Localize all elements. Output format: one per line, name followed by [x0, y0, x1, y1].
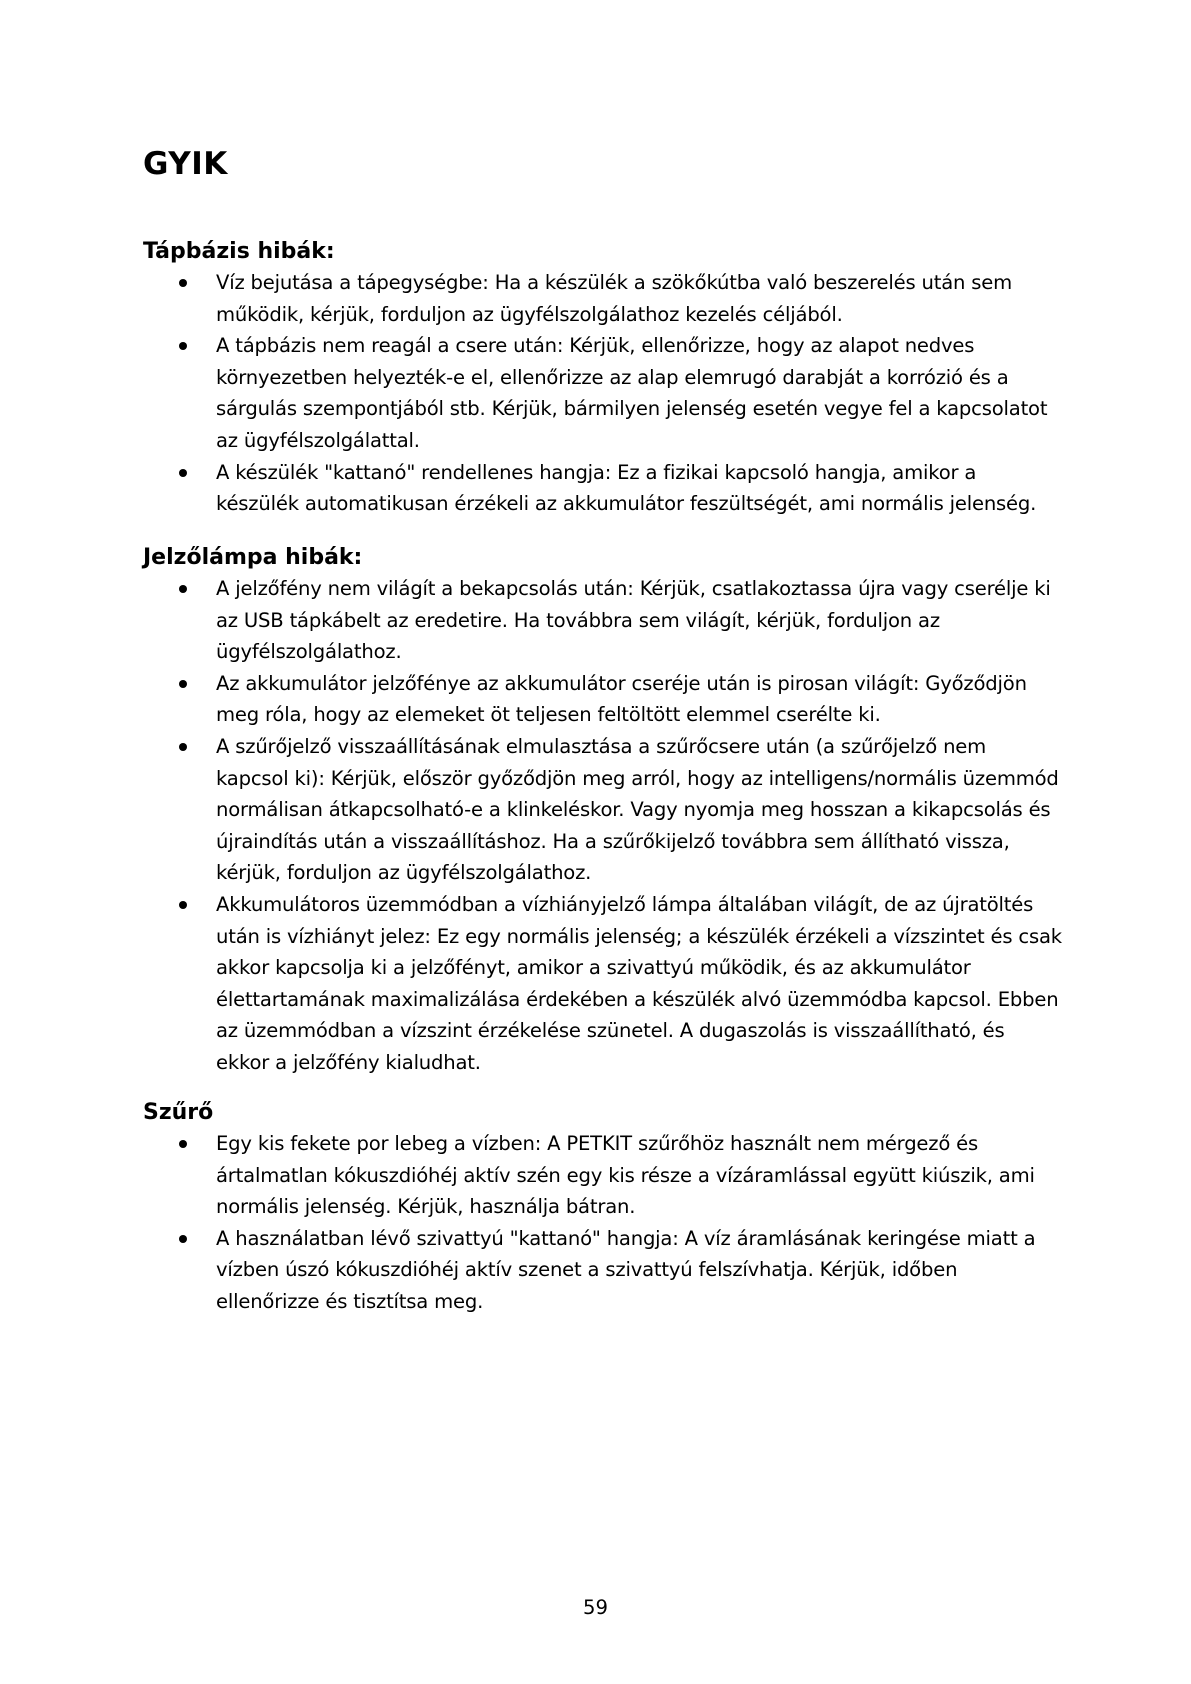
bullet-icon: [179, 279, 187, 287]
faq-list: [143, 1128, 1063, 1318]
section-heading: Szűrő: [143, 1100, 214, 1125]
bullet-icon: [179, 469, 187, 477]
list-item: [143, 330, 1063, 456]
list-item-text: A szűrőjelző visszaállításának elmulasztása a szűrőcsere után (a szűrőjelző nem kapcsol ki): Kérjük, először győződjön meg arról, hogy az intelligens/normális üzemmód normálisan átkapcsolható-e a klinkeléskor. Vagy nyomja meg hosszan a kikapcsolás és újraindítás után a visszaállításhoz. Ha a szűrőkijelző továbbra sem állítható vissza, kérjük, forduljon az ügyfélszolgálathoz.: [216, 734, 1059, 885]
section-indicator-faults: [143, 543, 1063, 1079]
list-item: [143, 1223, 1063, 1318]
section-power-base-faults: [143, 237, 1063, 520]
page-number: 59: [583, 1596, 608, 1619]
bullet-icon: [179, 585, 187, 593]
section-filter: [143, 1098, 1063, 1318]
section-heading: Jelzőlámpa hibák:: [143, 545, 363, 570]
bullet-icon: [179, 743, 187, 751]
list-item: [143, 267, 1063, 330]
list-item: [143, 1128, 1063, 1223]
list-item-text: Akkumulátoros üzemmódban a vízhiányjelző lámpa általában világít, de az újratöltés után is vízhiányt jelez: Ez egy normális jelenség; a készülék érzékeli a vízszintet és csak akkor kapcsolja ki a jelzőfényt, amikor a szivattyú működik, és az akkumulátor élettartamának maximalizálása érdekében a készülék alvó üzemmódba kapcsol. Ebben az üzemmódban a vízszint érzékelése szünetel. A dugaszolás is visszaállítható, és ekkor a jelzőfény kialudhat.: [216, 892, 1062, 1074]
list-item-text: A tápbázis nem reagál a csere után: Kérjük, ellenőrizze, hogy az alapot nedves környezetben helyezték-e el, ellenőrizze az alap elemrugó darabját a korrózió és a sárgulás szempontjából stb. Kérjük, bármilyen jelenség esetén vegye fel a kapcsolatot az ügyfélszolgálattal.: [216, 334, 1048, 452]
bullet-icon: [179, 901, 187, 909]
bullet-icon: [179, 680, 187, 688]
bullet-icon: [179, 342, 187, 350]
faq-list: [143, 267, 1063, 520]
list-item: [143, 889, 1063, 1079]
list-item: [143, 668, 1063, 731]
list-item: [143, 731, 1063, 889]
list-item-text: A készülék "kattanó" rendellenes hangja: Ez a fizikai kapcsoló hangja, amikor a készülék automatikusan érzékeli az akkumulátor feszültségét, ami normális jelenség.: [216, 460, 1037, 516]
list-item: [143, 457, 1063, 520]
list-item: [143, 573, 1063, 668]
section-heading: Tápbázis hibák:: [143, 239, 335, 264]
bullet-icon: [179, 1235, 187, 1243]
list-item-text: Az akkumulátor jelzőfénye az akkumulátor cseréje után is pirosan világít: Győződjön meg róla, hogy az elemeket öt teljesen feltöltött elemmel cserélte ki.: [216, 671, 1027, 727]
faq-list: [143, 573, 1063, 1079]
list-item-text: Víz bejutása a tápegységbe: Ha a készülék a szökőkútba való beszerelés után sem működik, kérjük, forduljon az ügyfélszolgálathoz kezelés céljából.: [216, 271, 1013, 326]
list-item-text: A jelzőfény nem világít a bekapcsolás után: Kérjük, csatlakoztassa újra vagy cserélje ki az USB tápkábelt az eredetire. Ha továbbra sem világít, kérjük, forduljon az ügyfélszolgálathoz.: [216, 577, 1051, 664]
list-item-text: A használatban lévő szivattyú "kattanó" hangja: A víz áramlásának keringése miatt a vízben úszó kókuszdióhéj aktív szenet a szivattyú felszívhatja. Kérjük, időben ellenőrizze és tisztítsa meg.: [216, 1226, 1036, 1313]
page-title: GYIK: [143, 146, 228, 182]
list-item-text: Egy kis fekete por lebeg a vízben: A PETKIT szűrőhöz használt nem mérgező és ártalmatlan kókuszdióhéj aktív szén egy kis része a vízáramlással együtt kiúszik, ami normális jelenség. Kérjük, használja bátran.: [216, 1132, 1035, 1219]
bullet-icon: [179, 1140, 187, 1148]
